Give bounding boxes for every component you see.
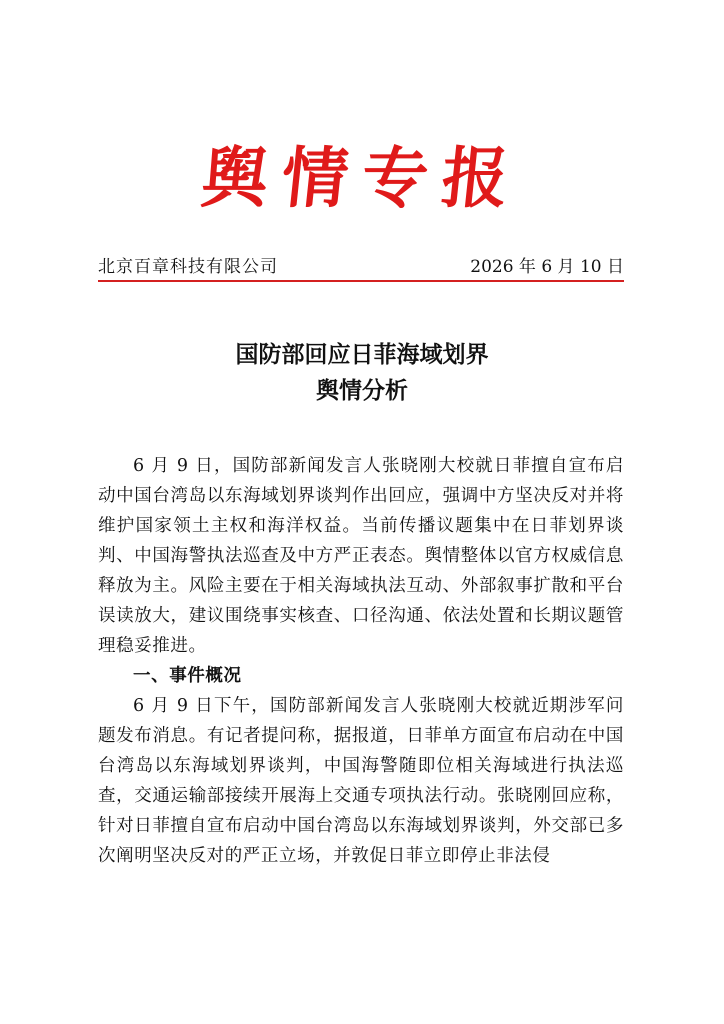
document-body bbox=[98, 451, 624, 871]
organization-name: 北京百章科技有限公司 bbox=[98, 257, 278, 277]
summary-paragraph: 6 月 9 日，国防部新闻发言人张晓刚大校就日菲擅自宣布启动中国台湾岛以东海域划界谈判作出回应，强调中方坚决反对并将维护国家领土主权和海洋权益。当前传播议题集中在日菲划界谈判、中国海警执法巡查及中方严正表态。舆情整体以官方权威信息释放为主。风险主要在于相关海域执法互动、外部叙事扩散和平台误读放大，建议围绕事实核查、口径沟通、依法处置和长期议题管理稳妥推进。 bbox=[98, 456, 624, 656]
document-title bbox=[0, 337, 724, 409]
title-line-1: 国防部回应日菲海域划界 bbox=[235, 342, 489, 368]
masthead-title: 舆情专报 bbox=[197, 139, 527, 217]
event-overview-paragraph: 6 月 9 日下午，国防部新闻发言人张晓刚大校就近期涉军问题发布消息。有记者提问称，据报道，日菲单方面宣布启动在中国台湾岛以东海域划界谈判，中国海警随即位相关海域进行执法巡查，交通运输部接续开展海上交通专项执法行动。张晓刚回应称，针对日菲擅自宣布启动中国台湾岛以东海域划界谈判，外交部已多次阐明坚决反对的严正立场，并敦促日菲立即停止非法侵 bbox=[98, 696, 624, 866]
title-line-2: 舆情分析 bbox=[316, 378, 408, 404]
header-divider bbox=[98, 280, 624, 282]
report-header bbox=[98, 254, 624, 280]
section-heading-event-overview: 一、事件概况 bbox=[133, 666, 242, 686]
report-date: 2026 年 6 月 10 日 bbox=[470, 257, 624, 277]
